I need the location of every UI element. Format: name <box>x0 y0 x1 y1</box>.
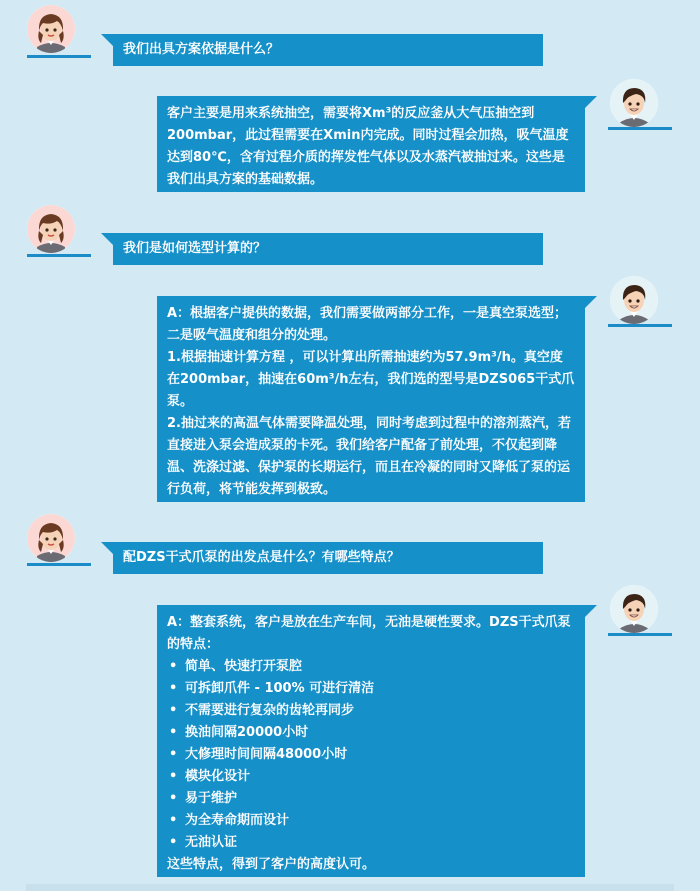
avatar-underline <box>27 55 91 58</box>
answer-paragraph: 客户主要是用来系统抽空，需要将Xm³的反应釜从大气压抽空到200mbar，此过程需要在Xmin内完成。同时过程会加热，吸气温度达到80℃，含有过程介质的挥发性气体以及水蒸汽被抽过来。这些是我们出具方案的基础数据。 <box>167 106 569 187</box>
avatar-underline <box>608 127 672 130</box>
avatar-underline <box>608 324 672 327</box>
female-avatar-icon <box>27 5 75 53</box>
question-bubble-2 <box>113 233 543 265</box>
question-bubble-3 <box>113 542 543 574</box>
feature-item: • 大修理时间间隔48000小时 <box>167 744 575 766</box>
answer-bubble-3 <box>157 605 585 877</box>
avatar-underline <box>27 563 91 566</box>
feature-list <box>167 656 575 854</box>
avatar-underline <box>27 254 91 257</box>
feature-item: • 换油间隔20000小时 <box>167 722 575 744</box>
male-avatar-icon <box>610 585 658 633</box>
feature-item: • 模块化设计 <box>167 766 575 788</box>
answer-paragraph: 1.根据抽速计算方程 ，可以计算出所需抽速约为57.9m³/h。真空度在200mbar，抽速在60m³/h左右，我们选的型号是DZS065干式爪泵。 <box>167 350 575 409</box>
bottom-divider <box>26 884 674 891</box>
feature-item: • 简单、快速打开泵腔 <box>167 656 575 678</box>
answer-paragraph: 2.抽过来的高温气体需要降温处理，同时考虑到过程中的溶剂蒸汽，若直接进入泵会造成泵的卡死。我们给客户配备了前处理，不仅起到降温、洗涤过滤、保护泵的长期运行，而且在冷凝的同时又降低了泵的运行负荷，将节能发挥到极致。 <box>167 416 571 497</box>
feature-item: • 无油认证 <box>167 832 575 854</box>
female-avatar-icon <box>27 205 75 253</box>
question-bubble-1 <box>113 34 543 66</box>
question-text: 我们出具方案依据是什么？ <box>123 42 280 57</box>
answer-intro: A：整套系统，客户是放在生产车间，无油是硬性要求。DZS干式爪泵的特点： <box>167 615 571 652</box>
female-avatar-icon <box>27 514 75 562</box>
feature-item: • 不需要进行复杂的齿轮再同步 <box>167 700 575 722</box>
feature-item: • 可拆卸爪件 - 100% 可进行清洁 <box>167 678 575 700</box>
question-text: 我们是如何选型计算的？ <box>123 241 267 256</box>
answer-bubble-1 <box>157 96 585 192</box>
answer-paragraph: A：根据客户提供的数据，我们需要做两部分工作，一是真空泵选型；二是吸气温度和组分的处理。 <box>167 306 568 343</box>
male-avatar-icon <box>610 79 658 127</box>
answer-outro: 这些特点，得到了客户的高度认可。 <box>167 857 376 872</box>
feature-item: • 易于维护 <box>167 788 575 810</box>
feature-item: • 为全寿命期而设计 <box>167 810 575 832</box>
answer-bubble-2 <box>157 296 585 502</box>
question-text: 配DZS干式爪泵的出发点是什么？有哪些特点？ <box>123 550 400 565</box>
male-avatar-icon <box>610 276 658 324</box>
avatar-underline <box>608 633 672 636</box>
